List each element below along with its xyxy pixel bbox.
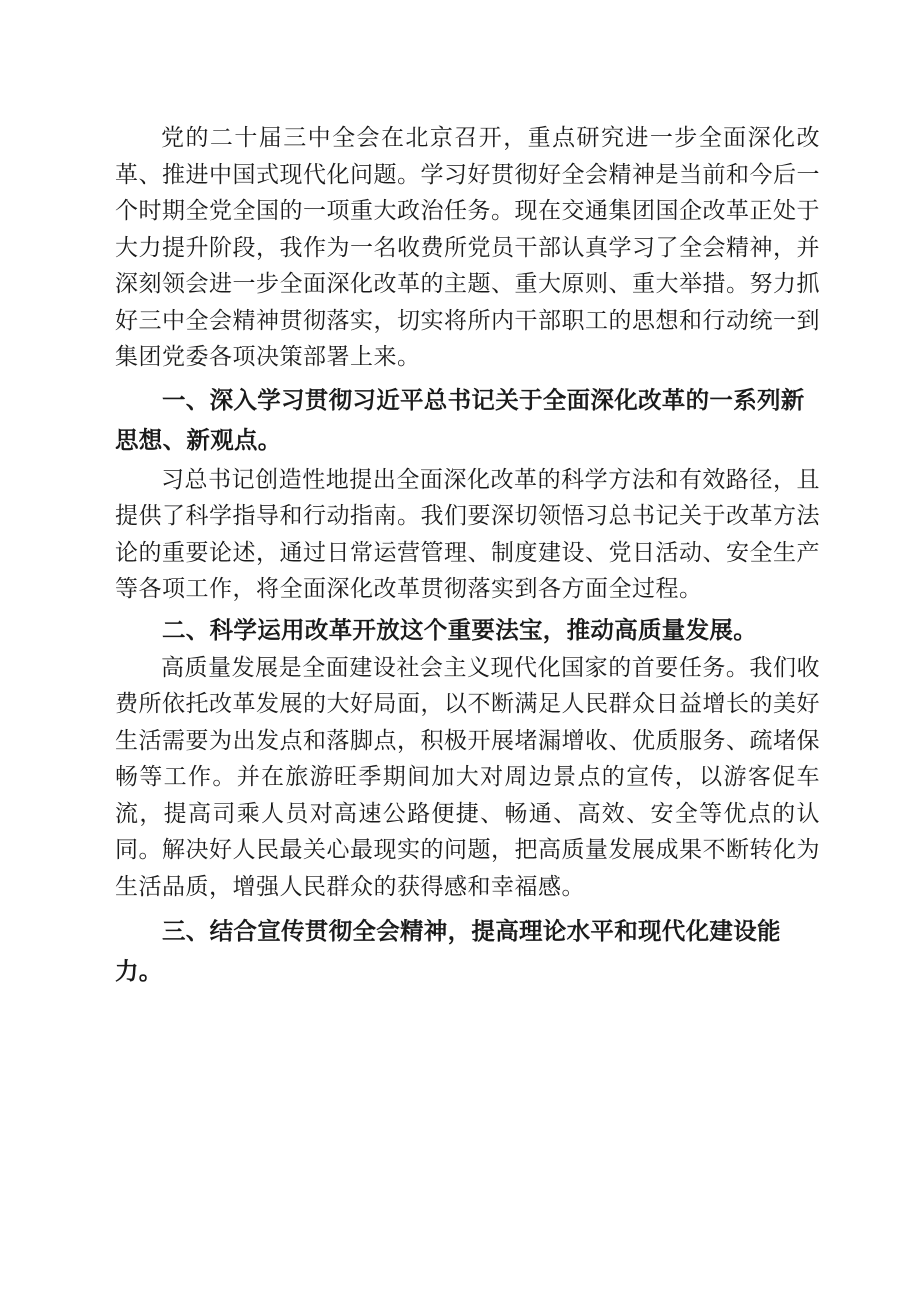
section-heading-2: 二、科学运用改革开放这个重要法宝，推动高质量发展。 [162,615,757,644]
intro-paragraph: 党的二十届三中全会在北京召开，重点研究进一步全面深化改革、推进中国式现代化问题。学习好贯彻好全会精神是当前和今后一个时期全党全国的一项重大政治任务。现在交通集团国企改革正处于大力提升阶段，我作为一名收费所党员干部认真学习了全会精神，并深刻领会进一步全面深化改革的主题、重大原则、重大举措。努力抓好三中全会精神贯彻落实，切实将所内干部职工的思想和行动统一到集团党委各项决策部署上来。 [115,125,820,370]
document-body [115,120,820,991]
section-2-paragraph: 高质量发展是全面建设社会主义现代化国家的首要任务。我们收费所依托改革发展的大好局面，以不断满足人民群众日益增长的美好生活需要为出发点和落脚点，积极开展堵漏增收、优质服务、疏堵保畅等工作。并在旅游旺季期间加大对周边景点的宣传，以游客促车流，提高司乘人员对高速公路便捷、畅通、高效、安全等优点的认同。解决好人民最关心最现实的问题，把高质量发展成果不断转化为生活品质，增强人民群众的获得感和幸福感。 [115,654,820,900]
section-1-paragraph: 习总书记创造性地提出全面深化改革的科学方法和有效路径，且提供了科学指导和行动指南。我们要深切领悟习总书记关于改革方法论的重要论述，通过日常运营管理、制度建设、党日活动、安全生产等各项工作，将全面深化改革贯彻落实到各方面全过程。 [115,466,820,602]
section-heading-1: 一、深入学习贯彻习近平总书记关于全面深化改革的一系列新思想、新观点。 [115,385,805,454]
section-heading-3: 三、结合宣传贯彻全会精神，提高理论水平和现代化建设能力。 [115,917,781,985]
